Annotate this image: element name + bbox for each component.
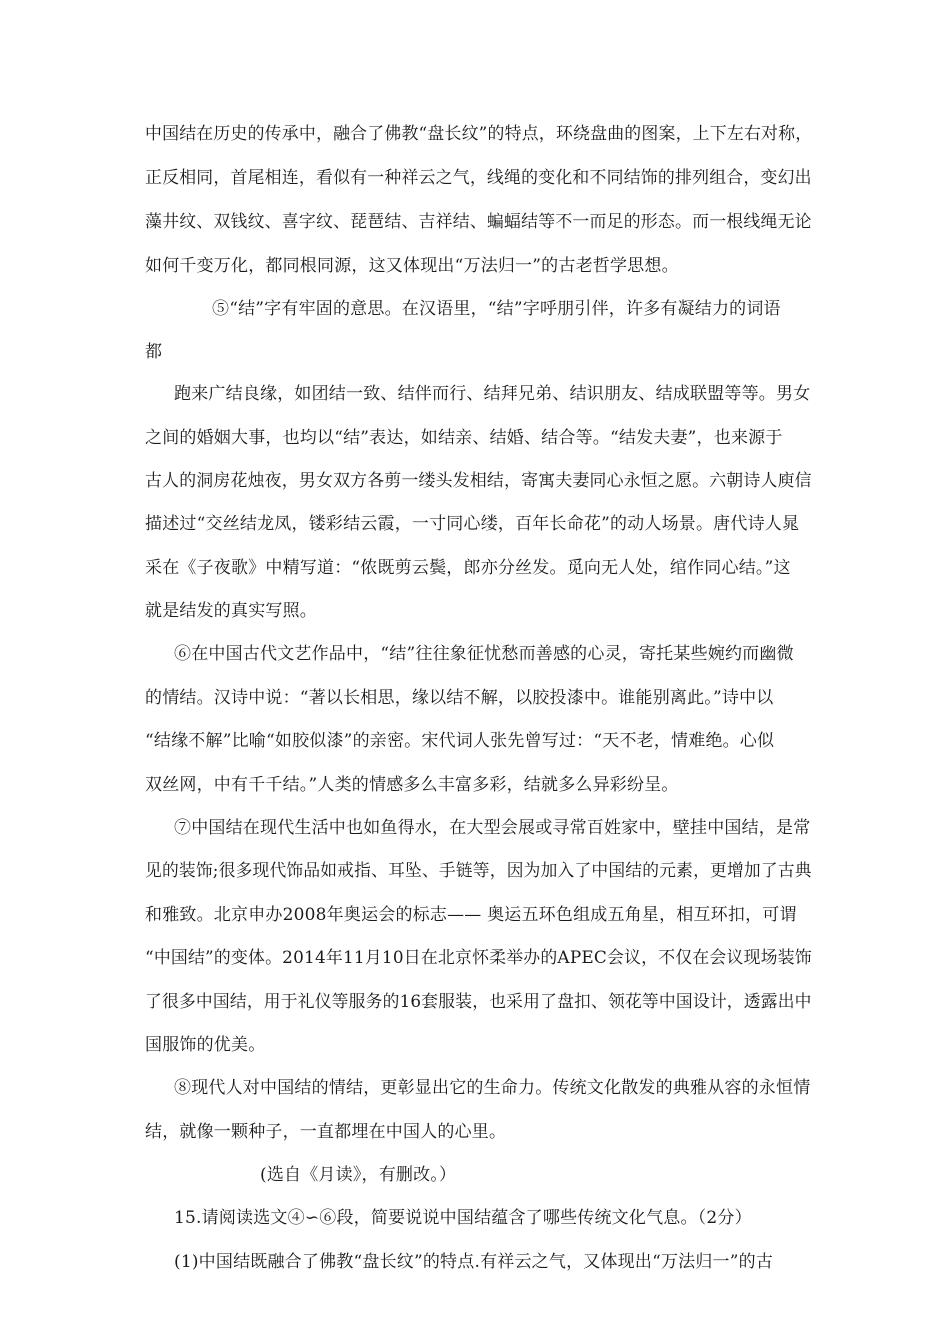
text-line: “结缘不解”比喻“如胶似漆”的亲密。宋代词人张先曾写过：“天不老，情难绝。心似: [145, 731, 775, 751]
text-line: “中国结”的变体。2014年11月10日在北京怀柔举办的APEC会议，不仅在会议现场装饰: [145, 948, 812, 968]
text-line: 结，就像一颗种子，一直都埋在中国人的心里。: [145, 1122, 507, 1142]
text-line: 如何千变万化，都同根同源，这又体现出“万法归一”的古老哲学思想。: [145, 256, 679, 276]
text-line: 双丝网，中有千千结。”人类的情感多么丰富多彩，结就多么异彩纷呈。: [145, 775, 679, 795]
text-line: 中国结在历史的传承中，融合了佛教“盘长纹”的特点，环绕盘曲的图案，上下左右对称，: [145, 124, 813, 144]
text-line: 就是结发的真实写照。: [145, 601, 317, 621]
text-line: ⑥在中国古代文艺作品中，“结”往往象征忧愁而善感的心灵，寄托某些婉约而幽微: [174, 644, 794, 664]
question-15: 15.请阅读选文④∽⑥段，简要说说中国结蕴含了哪些传统文化气息。（2分）: [174, 1208, 752, 1228]
text-line: 和雅致。北京申办2008年奥运会的标志—— 奥运五环色组成五角星，相互环扣，可谓: [145, 905, 797, 925]
text-line: 描述过“交丝结龙凤，镂彩结云霞，一寸同心缕，百年长命花”的动人场景。唐代诗人晁: [145, 514, 800, 534]
source-citation: (选自《月读》，有删改。）: [260, 1165, 457, 1185]
text-line: 的情结。汉诗中说：“著以长相思，缘以结不解，以胶投漆中。谁能别离此。”诗中以: [145, 688, 774, 708]
answer-15-1: (1)中国结既融合了佛教“盘长纹”的特点.有祥云之气，又体现出“万法归一”的古: [174, 1252, 774, 1272]
text-line: ⑤“结”字有牢固的意思。在汉语里，“结”字呼朋引伴，许多有凝结力的词语: [212, 299, 781, 319]
text-line: 藻井纹、双钱纹、喜字纹、琵琶结、吉祥结、蝙蝠结等不一而足的形态。而一根线绳无论: [145, 212, 812, 232]
text-line: 见的装饰;很多现代饰品如戒指、耳坠、手链等，因为加入了中国结的元素，更增加了古典: [145, 861, 812, 881]
text-line: 了很多中国结，用于礼仪等服务的16套服装，也采用了盘扣、领花等中国设计，透露出中: [145, 992, 812, 1012]
text-line: 正反相同，首尾相连，看似有一种祥云之气，线绳的变化和不同结饰的排列组合，变幻出: [145, 168, 812, 188]
text-line: ⑧现代人对中国结的情结，更彰显出它的生命力。传统文化散发的典雅从容的永恒情: [174, 1078, 811, 1098]
text-line: 采在《子夜歌》中精写道：“侬既剪云鬓，郎亦分丝发。觅向无人处，绾作同心结。”这: [145, 558, 791, 578]
text-line: 国服饰的优美。: [145, 1035, 266, 1055]
text-line: 之间的婚姻大事，也均以“结”表达，如结亲、结婚、结合等。“结发夫妻”，也来源于: [145, 428, 783, 448]
text-line: ⑦中国结在现代生活中也如鱼得水，在大型会展或寻常百姓家中，壁挂中国结，是常: [174, 818, 811, 838]
text-line: 跑来广结良缘，如团结一致、结伴而行、结拜兄弟、结识朋友、结成联盟等等。男女: [174, 384, 811, 404]
text-line: 都: [145, 342, 163, 362]
text-line: 古人的洞房花烛夜，男女双方各剪一缕头发相结，寄寓夫妻同心永恒之愿。六朝诗人庾信: [145, 471, 812, 491]
